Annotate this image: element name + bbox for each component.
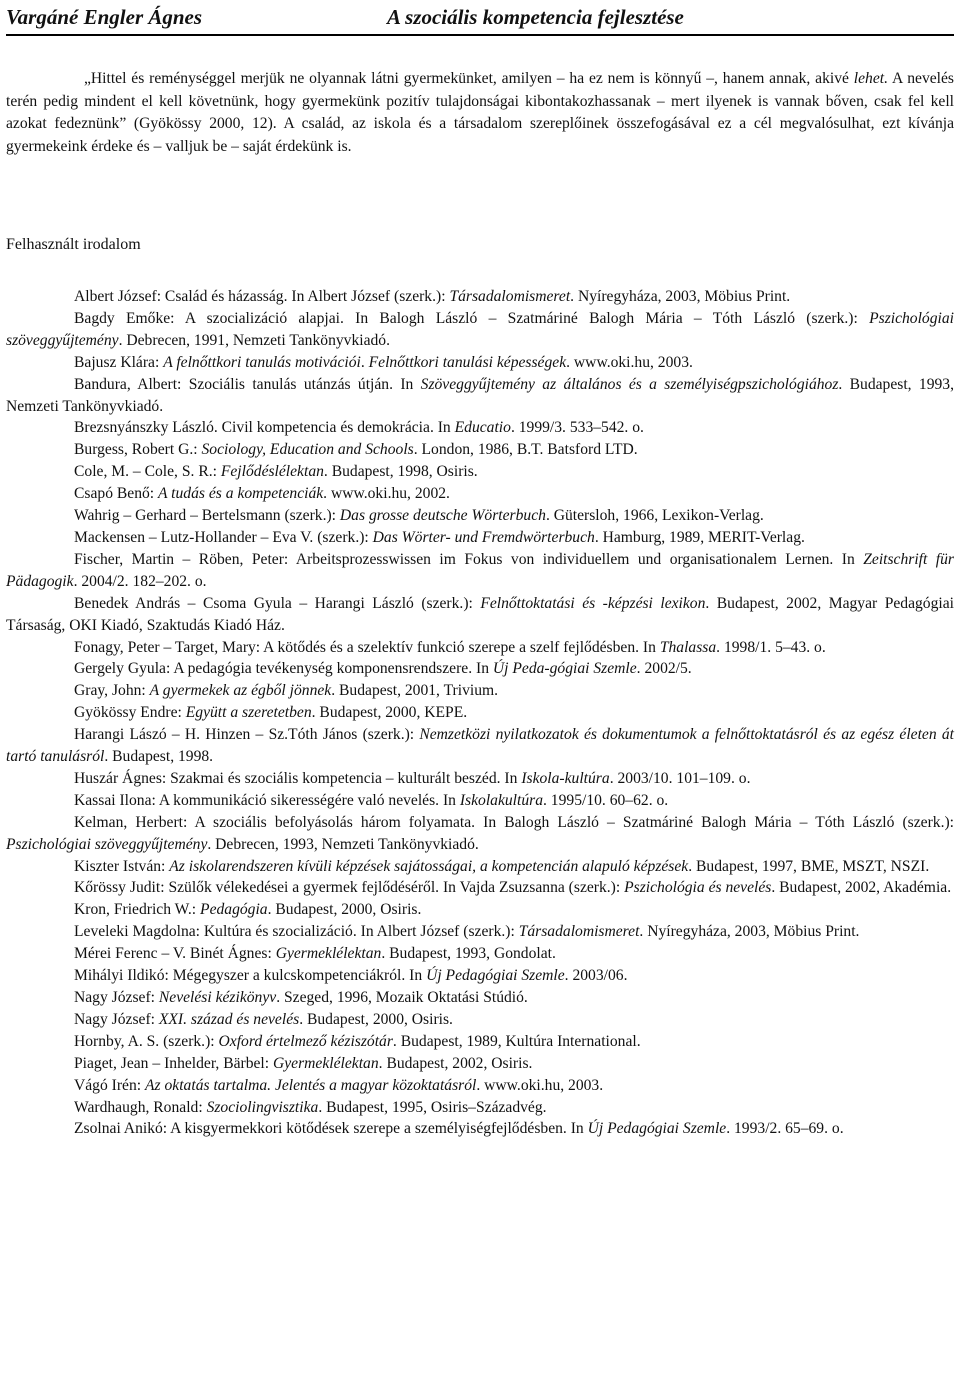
text-run: . Szeged, 1996, Mozaik Oktatási Stúdió. xyxy=(276,989,528,1006)
text-run: . Budapest, 1997, BME, MSZT, NSZI. xyxy=(688,857,930,875)
text-run: Wardhaugh, Ronald: xyxy=(74,1098,207,1116)
references-list xyxy=(6,286,954,1140)
reference-entry xyxy=(6,724,954,768)
text-run: Huszár Ágnes: Szakmai és szociális kompetencia – kulturált beszéd. In xyxy=(74,769,522,787)
text-run: . Budapest, 2002, Osiris. xyxy=(378,1054,533,1072)
italic-text: Felnőttoktatási és -képzési lexikon xyxy=(480,594,706,612)
text-run: Mackensen – Lutz-Hollander – Eva V. (szerk.): xyxy=(74,528,373,546)
italic-text: Gyermeklélektan xyxy=(273,1054,379,1072)
italic-text: Iskolakultúra xyxy=(459,791,543,809)
italic-text: Thalassa xyxy=(659,638,717,656)
reference-entry xyxy=(6,505,954,527)
italic-text: Új Pedagógiai Szemle xyxy=(587,1120,727,1138)
text-run: Albert József: Család és házasság. In Albert József (szerk.): xyxy=(74,288,450,305)
text-run: . Gütersloh, 1966, Lexikon-Verlag. xyxy=(545,507,764,525)
text-run: Kassai Ilona: A kommunikáció sikerességére való nevelés. In xyxy=(74,791,460,809)
italic-text: Nemzetközi nyilatkozatok és dokumentumok a felnőttoktatásról és az egész életen át tartó tanulásról xyxy=(6,726,954,766)
page-header xyxy=(6,2,954,36)
text-run: . London, 1986, B.T. Batsford LTD. xyxy=(413,441,638,459)
text-run: Cole, M. – Cole, S. R.: xyxy=(74,463,221,481)
text-run: . 2003/10. 101–109. o. xyxy=(609,769,751,787)
text-run: . Budapest, 1998, Osiris. xyxy=(323,463,478,481)
text-run: . 1993/2. 65–69. o. xyxy=(726,1120,844,1138)
text-run: Kron, Friedrich W.: xyxy=(74,901,201,919)
italic-text: Iskola-kultúra xyxy=(521,769,610,787)
text-run: . www.oki.hu, 2003. xyxy=(476,1076,604,1094)
italic-text: Új Pedagógiai Szemle xyxy=(426,967,565,985)
italic-text: lehet. xyxy=(853,70,888,87)
italic-text: Educatio xyxy=(454,419,511,437)
italic-text: Pszichológiai szöveggyűjtemény xyxy=(6,835,208,853)
reference-entry xyxy=(6,1118,954,1140)
italic-text: Pszichológia és nevelés xyxy=(624,879,772,897)
reference-entry xyxy=(6,286,954,308)
text-run: . 2002/5. xyxy=(636,660,692,678)
text-run: . Budapest, 1995, Osiris–Századvég. xyxy=(318,1098,547,1116)
italic-text: Sociology, Education and Schools xyxy=(201,441,414,459)
text-run: . Debrecen, 1991, Nemzeti Tankönyvkiadó. xyxy=(118,331,391,349)
text-run: Kiszter István: xyxy=(74,857,170,875)
text-run: . Debrecen, 1993, Nemzeti Tankönyvkiadó. xyxy=(207,835,479,853)
reference-entry xyxy=(6,877,954,899)
text-run: Fonagy, Peter – Target, Mary: A kötődés és a szelektív funkció szerepe a szelf fejlődésben. In xyxy=(74,638,660,656)
italic-text: Az iskolarendszeren kívüli képzések sajátosságai, a kompetencián alapuló képzések xyxy=(169,857,689,875)
text-run: . Budapest, 2000, Osiris. xyxy=(267,901,422,919)
text-run: . Nyíregyháza, 2003, Möbius Print. xyxy=(570,288,791,305)
text-run: Bandura, Albert: Szociális tanulás utánzás útján. In xyxy=(74,375,421,393)
reference-entry xyxy=(6,1031,954,1053)
italic-text: Gyermeklélektan xyxy=(275,945,382,963)
reference-entry xyxy=(6,527,954,549)
text-run: . 2004/2. 182–202. o. xyxy=(73,572,207,590)
text-run: Gergely Gyula: A pedagógia tevékenység komponensrendszere. In xyxy=(74,660,493,678)
italic-text: A felnőttkori tanulás motivációi xyxy=(163,353,361,371)
reference-entry xyxy=(6,790,954,812)
text-run: . xyxy=(360,353,369,371)
text-run: . Hamburg, 1989, MERIT-Verlag. xyxy=(594,528,805,546)
reference-entry xyxy=(6,812,954,856)
header-author: Vargáné Engler Ágnes xyxy=(6,5,203,29)
body-paragraph-text xyxy=(6,68,954,158)
italic-text: Felnőttkori tanulási képességek xyxy=(368,353,567,371)
reference-entry xyxy=(6,921,954,943)
text-run: . Nyíregyháza, 2003, Möbius Print. xyxy=(639,923,860,941)
reference-entry xyxy=(6,987,954,1009)
text-run: . Budapest, 2002, Akadémia. xyxy=(771,879,952,897)
italic-text: Pszichológiai szöveggyűjtemény xyxy=(6,309,954,349)
italic-text: Új Peda-gógiai Szemle xyxy=(492,660,637,678)
reference-entry xyxy=(6,308,954,352)
italic-text: A tudás és a kompetenciák xyxy=(158,485,324,503)
italic-text: Nevelési kézikönyv xyxy=(158,989,277,1006)
reference-entry xyxy=(6,899,954,921)
reference-entry xyxy=(6,593,954,637)
reference-entry xyxy=(6,1075,954,1097)
text-run: . Budapest, 1993, Gondolat. xyxy=(381,945,556,963)
text-run: Benedek András – Csoma Gyula – Harangi László (szerk.): xyxy=(74,594,481,612)
italic-text: Szöveggyűjtemény az általános és a személyiségpszichológiához xyxy=(420,375,839,393)
text-run: . 2003/06. xyxy=(564,967,628,985)
closing-paragraph xyxy=(6,68,954,158)
italic-text: Das Wörter- und Fremdwörterbuch xyxy=(372,528,595,546)
reference-entry xyxy=(6,549,954,593)
text-run: Wahrig – Gerhard – Bertelsmann (szerk.): xyxy=(74,507,340,525)
italic-text: Társadalomismeret xyxy=(518,923,640,941)
text-run: . www.oki.hu, 2002. xyxy=(323,485,450,503)
italic-text: Fejlődéslélektan xyxy=(220,463,324,481)
text-run: Fischer, Martin – Röben, Peter: Arbeitsprozesswissen im Fokus von individuellem und organisationalem Lernen. In xyxy=(74,550,864,568)
reference-entry xyxy=(6,658,954,680)
italic-text: Az oktatás tartalma. Jelentés a magyar közoktatásról xyxy=(145,1076,477,1094)
text-run: Mihályi Ildikó: Mégegyszer a kulcskompetenciákról. In xyxy=(74,967,427,985)
text-run: . 1999/3. 533–542. o. xyxy=(510,419,644,437)
text-run: Brezsnyánszky László. Civil kompetencia és demokrácia. In xyxy=(74,419,455,437)
text-run: Bajusz Klára: xyxy=(74,353,164,371)
italic-text: Oxford értelmező kéziszótár xyxy=(218,1032,393,1050)
reference-entry xyxy=(6,637,954,659)
text-run: . Budapest, 2000, Osiris. xyxy=(299,1010,453,1028)
text-run: Kelman, Herbert: A szociális befolyásolás három folyamata. In Balogh László – Szatmáriné Balogh Mária – Tóth László (szerk.): xyxy=(74,813,954,831)
text-run: . 1995/10. 60–62. o. xyxy=(543,791,669,809)
text-run: Zsolnai Anikó: A kisgyermekkori kötődések szerepe a személyiségfejlődésben. In xyxy=(74,1120,588,1138)
italic-text: Das grosse deutsche Wörterbuch xyxy=(339,507,546,525)
text-run: Kőrössy Judit: Szülők vélekedései a gyermek fejlődéséről. In Vajda Zsuzsanna (szerk.): xyxy=(74,879,625,897)
text-run: Harangi Lászó – H. Hinzen – Sz.Tóth János (szerk.): xyxy=(74,726,420,744)
reference-entry xyxy=(6,680,954,702)
text-run: Hornby, A. S. (szerk.): xyxy=(74,1032,219,1050)
text-run: . 1998/1. 5–43. o. xyxy=(716,638,826,656)
text-run: Vágó Irén: xyxy=(74,1076,146,1094)
italic-text: Zeitschrift für Pädagogik xyxy=(6,550,954,590)
text-run: Gyökössy Endre: xyxy=(74,704,186,722)
italic-text: Együtt a szeretetben xyxy=(185,704,312,722)
text-run: Mérei Ferenc – V. Binét Ágnes: xyxy=(74,945,276,963)
reference-entry xyxy=(6,1009,954,1031)
text-run: Gray, John: xyxy=(74,682,150,700)
text-run: . Budapest, 1998. xyxy=(104,748,214,766)
text-run: Burgess, Robert G.: xyxy=(74,441,202,459)
text-run: Leveleki Magdolna: Kultúra és szocializáció. In Albert József (szerk.): xyxy=(74,923,519,941)
reference-entry xyxy=(6,374,954,418)
reference-entry xyxy=(6,417,954,439)
text-run: . www.oki.hu, 2003. xyxy=(566,353,693,371)
text-run: . Budapest, 1993, Nemzeti Tankönyvkiadó. xyxy=(6,375,954,415)
reference-entry xyxy=(6,943,954,965)
text-run: Bagdy Emőke: A szocializáció alapjai. In Balogh László – Szatmáriné Balogh Mária – Tóth László (szerk.): xyxy=(74,309,870,327)
reference-entry xyxy=(6,483,954,505)
text-run: Piaget, Jean – Inhelder, Bärbel: xyxy=(74,1054,273,1072)
text-run: . Budapest, 2001, Trivium. xyxy=(331,682,499,700)
text-run: A nevelés terén pedig mindent el kell követnünk, hogy gyermekünk pozitív tulajdonságai kibontakozhassanak – mert ilyenek is vannak bőven, csak fel kell azokat fedeznünk” (Gyökössy 2000, 12). A család, az iskola és a társadalom szereplőinek összefogásával ez a cél megvalósulhat, ezt kívánja gyermekeink érdeke és – valljuk be – saját érdekünk is. xyxy=(6,70,954,155)
text-run: . Budapest, 2000, KEPE. xyxy=(311,704,468,722)
italic-text: Pedagógia xyxy=(200,901,268,919)
text-run: . Budapest, 2002, Magyar Pedagógiai Társaság, OKI Kiadó, Szaktudás Kiadó Ház. xyxy=(6,594,954,634)
reference-entry xyxy=(6,352,954,374)
reference-entry xyxy=(6,702,954,724)
text-run: „Hittel és reménységgel merjük ne olyannak látni gyermekünket, amilyen – ha ez nem is könnyű –, hanem annak, akivé xyxy=(84,70,854,87)
references-heading: Felhasznált irodalom xyxy=(6,236,141,253)
reference-entry xyxy=(6,768,954,790)
reference-entry xyxy=(6,439,954,461)
italic-text: Szociolingvisztika xyxy=(206,1098,319,1116)
header-title: A szociális kompetencia fejlesztése xyxy=(387,5,684,29)
text-run: Csapó Benő: xyxy=(74,485,159,503)
reference-entry xyxy=(6,1097,954,1119)
reference-entry xyxy=(6,965,954,987)
reference-entry xyxy=(6,461,954,483)
text-run: Nagy József: xyxy=(74,989,159,1006)
reference-entry xyxy=(6,1053,954,1075)
italic-text: A gyermekek az égből jönnek xyxy=(149,682,332,700)
reference-entry xyxy=(6,856,954,878)
italic-text: Társadalomismeret xyxy=(449,288,571,305)
italic-text: XXI. század és nevelés xyxy=(158,1010,300,1028)
text-run: . Budapest, 1989, Kultúra International. xyxy=(392,1032,641,1050)
text-run: Nagy József: xyxy=(74,1010,159,1028)
